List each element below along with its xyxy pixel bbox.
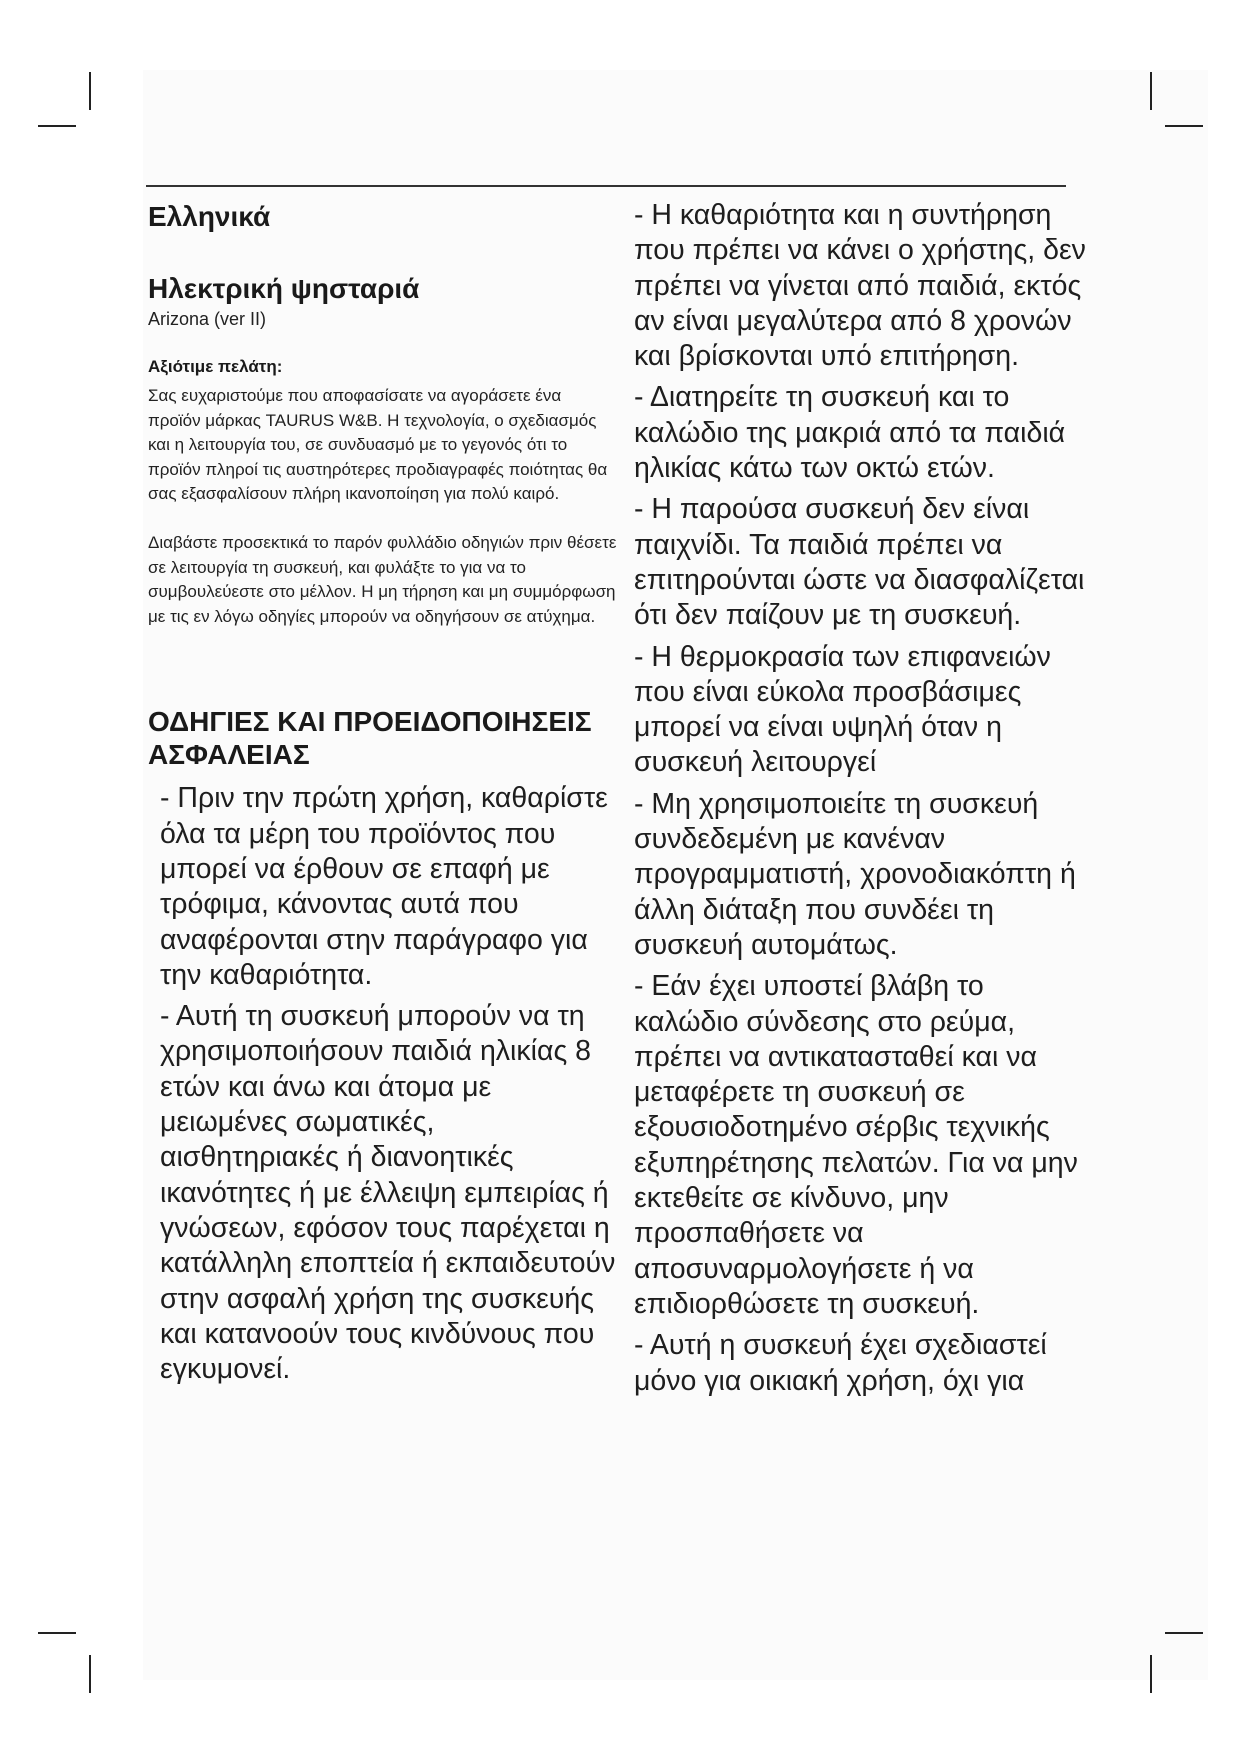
safety-item: - Η παρούσα συσκευή δεν είναι παιχνίδι. Τα παιδιά πρέπει να επιτηρούνται ώστε να διασφαλίζεται ότι δεν παίζουν με τη συσκευή. — [634, 493, 1085, 632]
crop-mark — [89, 1655, 91, 1693]
safety-item: - Εάν έχει υποστεί βλάβη το καλώδιο σύνδεσης στο ρεύμα, πρέπει να αντικατασταθεί και να μεταφέρετε τη συσκευή σε εξουσιοδοτημένο σέρβις τεχνικής εξυπηρέτησης πελατών. Για να μην εκτεθείτε σε κίνδυνο, μην προσπαθήσετε να αποσυναρμολογήσετε ή να επιδιορθώσετε τη συσκευή. — [634, 970, 1078, 1320]
safety-item: - Πριν την πρώτη χρήση, καθαρίστε όλα τα μέρη του προϊόντος που μπορεί να έρθουν σε επαφή με τρόφιμα, κάνοντας αυτά που αναφέρονται στην παράγραφο για την καθαριότητα. — [160, 782, 608, 991]
intro-paragraph: Διαβάστε προσεκτικά το παρόν φυλλάδιο οδηγιών πριν θέσετε σε λειτουργία τη συσκευή, και φυλάξτε το για να το συμβουλεύεστε στο μέλλον. Η μη τήρηση και μη συμμόρφωση με τις εν λόγω οδηγίες μπορούν να οδηγήσουν σε ατύχημα. — [148, 532, 617, 626]
safety-item: - Διατηρείτε τη συσκευή και το καλώδιο της μακριά από τα παιδιά ηλικίας κάτω των οκτώ ετών. — [634, 381, 1066, 485]
language-label: Ελληνικά — [148, 201, 271, 232]
left-column — [148, 200, 618, 1393]
safety-list-right — [634, 198, 1094, 1399]
crop-mark — [38, 1632, 76, 1634]
crop-mark — [1150, 72, 1152, 110]
safety-list-left — [148, 781, 618, 1387]
safety-item: - Η καθαριότητα και η συντήρηση που πρέπει να κάνει ο χρήστης, δεν πρέπει να γίνεται από παιδιά, εκτός αν είναι μεγαλύτερα από 8 χρονών και βρίσκονται υπό επιτήρηση. — [634, 199, 1086, 373]
product-model: Arizona (ver II) — [148, 309, 267, 329]
safety-item: - Μη χρησιμοποιείτε τη συσκευή συνδεδεμένη με κανέναν προγραμματιστή, χρονοδιακόπτη ή άλλη διάταξη που συνδέει τη συσκευή αυτομάτως. — [634, 787, 1076, 961]
safety-heading: ΟΔΗΓΙΕΣ ΚΑΙ ΠΡΟΕΙΔΟΠΟΙΗΣΕΙΣ ΑΣΦΑΛΕΙΑΣ — [148, 706, 592, 771]
greeting: Αξιότιμε πελάτη: — [148, 357, 283, 376]
header-rule — [146, 185, 1066, 187]
crop-mark — [1165, 1632, 1203, 1634]
crop-mark — [1165, 125, 1203, 127]
product-title: Ηλεκτρική ψησταριά — [148, 273, 420, 304]
crop-mark — [1150, 1655, 1152, 1693]
crop-mark — [89, 72, 91, 110]
intro-paragraph: Σας ευχαριστούμε που αποφασίσατε να αγοράσετε ένα προϊόν μάρκας TAURUS W&B. Η τεχνολογία, ο σχεδιασμός και η λειτουργία του, σε συνδυασμό με το γεγονός ότι το προϊόν πληροί τις αυστηρότερες προδιαγραφές ποιότητας θα σας εξασφαλίσουν πλήρη ικανοποίηση για πολύ καιρό. — [148, 386, 608, 504]
safety-item: - Αυτή τη συσκευή μπορούν να τη χρησιμοποιήσουν παιδιά ηλικίας 8 ετών και άνω και άτομα με μειωμένες σωματικές, αισθητηριακές ή διανοητικές ικανότητες ή με έλλειψη εμπειρίας ή γνώσεων, εφόσον τους παρέχεται η κατάλληλη εποπτεία ή εκπαιδευτούν στην ασφαλή χρήση της συσκευής και κατανοούν τους κινδύνους που εγκυμονεί. — [160, 1000, 616, 1386]
right-column — [634, 198, 1094, 1405]
safety-item: - Αυτή η συσκευή έχει σχεδιαστεί μόνο για οικιακή χρήση, όχι για — [634, 1329, 1047, 1397]
crop-mark — [38, 125, 76, 127]
safety-item: - Η θερμοκρασία των επιφανειών που είναι εύκολα προσβάσιμες μπορεί να είναι υψηλή όταν η συσκευή λειτουργεί — [634, 640, 1051, 779]
